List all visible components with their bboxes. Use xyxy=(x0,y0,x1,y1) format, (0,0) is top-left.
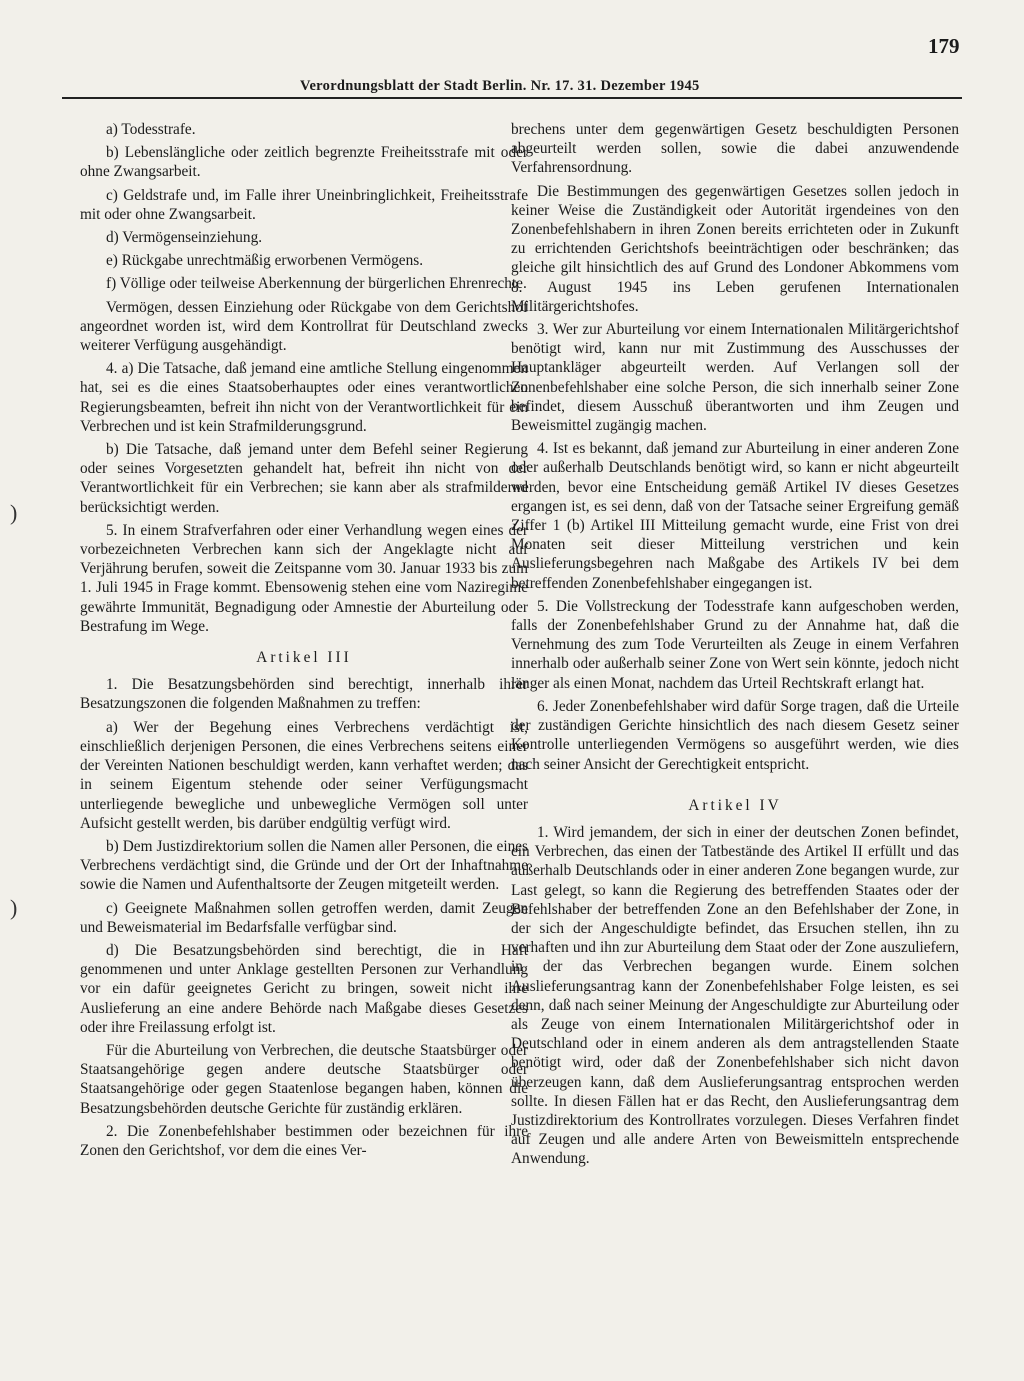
paragraph: 1. Wird jemandem, der sich in einer der deutschen Zonen befindet, ein Verbrechen, das einen der Tatbestände des Artikel II erfüllt und das außerhalb Deutschlands oder in einer anderen Zone begangen wurde, zur Last gelegt, so kann die Regierung des betreffenden Staates oder der Befehlshaber der betreffenden Zone an den Befehlshaber der Zone, in der sich der Angeschuldigte befindet, das Ersuchen stellen, ihn zu verhaften und ihn zur Aburteilung dem Staat oder der Zone auszuliefern, in der das Verbrechen begangen wurde. Einem solchen Auslieferungsantrag kann der Zonenbefehlshaber Folge leisten, es sei denn, daß nach seiner Meinung der Angeschuldigte zur Aburteilung oder als Zeuge von einem Internationalen Militärgerichtshof oder in Deutschland oder in einem anderen als dem antragstellenden Staate benötigt wird, oder daß der Zonenbefehlshaber sich nicht davon überzeugen kann, daß dem Auslieferungsantrag entsprochen werden sollte. In diesen Fällen hat er das Recht, den Auslieferungsantrag dem Justizdirektorium des Kontrollrates vorzulegen. Dieses Verfahren findet auf Zeugen und alle andere Arten von Beweismitteln entsprechende Anwendung. xyxy=(511,823,959,1168)
paragraph: b) Die Tatsache, daß jemand unter dem Befehl seiner Regierung oder seines Vorgesetzten gehandelt hat, befreit ihn nicht von der Verantwortlichkeit für ein Verbrechen; sie kann aber als strafmildernd berücksichtigt werden. xyxy=(80,441,528,516)
left-column xyxy=(80,120,528,1164)
paragraph: brechens unter dem gegenwärtigen Gesetz beschuldigten Personen abgeurteilt werden sollen, sowie die dabei anzuwendende Verfahrensordnung. xyxy=(511,121,959,177)
paragraph: b) Dem Justizdirektorium sollen die Namen aller Personen, die eines Verbrechens verdächtigt sind, die Gründe und der Ort der Inhaftnahme sowie die Namen und Aufenthaltsorte der Zeugen mitgeteilt werden. xyxy=(80,837,528,894)
paragraph: c) Geldstrafe und, im Falle ihrer Uneinbringlichkeit, Freiheitsstrafe mit oder ohne Zwangsarbeit. xyxy=(80,186,528,223)
paragraph: 1. Die Besatzungsbehörden sind berechtigt, innerhalb ihrer Besatzungszonen die folgenden Maßnahmen zu treffen: xyxy=(80,676,528,713)
paragraph: 4. Ist es bekannt, daß jemand zur Aburteilung in einer anderen Zone oder außerhalb Deutschlands benötigt wird, so kann er nicht abgeurteilt werden, bevor eine Entscheidung gemäß Artikel IV dieses Gesetzes ergangen ist, es sei denn, daß von der Tatsache seiner Ergreifung gemäß Ziffer 1 (b) Artikel III Mitteilung gemacht wurde, eine Frist von drei Monaten seit dieser Mitteilung verstrichen und kein Auslieferungsbegehren nach Maßgabe des Artikels IV bei dem betreffenden Zonenbefehlshaber eingegangen ist. xyxy=(511,440,959,592)
paragraph: c) Geeignete Maßnahmen sollen getroffen werden, damit Zeugen und Beweismaterial im Bedarfsfalle verfügbar sind. xyxy=(80,899,528,936)
paragraph: a) Wer der Begehung eines Verbrechens verdächtigt ist, einschließlich derjenigen Personen, die eines Verbrechens seitens einer der Vereinten Nationen beschuldigt werden, kann verhaftet werden; das in seinem Eigentum stehende oder seiner Verfügungsmacht unterliegende bewegliche und unbewegliche Vermögen soll unter Aufsicht gestellt werden, bis darüber endgültig verfügt wird. xyxy=(80,718,528,832)
paragraph: f) Völlige oder teilweise Aberkennung der bürgerlichen Ehrenrechte. xyxy=(106,275,527,293)
paragraph: Für die Aburteilung von Verbrechen, die deutsche Staatsbürger oder Staatsangehörige gegen andere deutsche Staatsbürger oder Staatsangehörige oder gegen Staatenlose begangen haben, können die Besatzungsbehörden deutsche Gerichte für zuständig erklären. xyxy=(80,1041,528,1117)
paragraph: 5. Die Vollstreckung der Todesstrafe kann aufgeschoben werden, falls der Zonenbefehlshaber Grund zu der Annahme hat, daß die Vernehmung des zum Tode Verurteilten als Zeuge in einem Verfahren innerhalb oder außerhalb seiner Zone von Wert sein könnte, jedoch nicht länger als einen Monat, nachdem das Urteil Rechtskraft erlangt hat. xyxy=(511,597,959,692)
paragraph: d) Vermögenseinziehung. xyxy=(106,229,263,247)
section-heading: Artikel III xyxy=(256,649,352,667)
header-rule xyxy=(62,97,962,99)
paragraph: Die Bestimmungen des gegenwärtigen Gesetzes sollen jedoch in keiner Weise die Zuständigkeit oder Autorität irgendeines von den Zonenbefehlshabern in ihren Zonen bereits errichteten oder in Zukunft zu errichtenden Gerichtshofs beeinträchtigen oder beschränken; das gleiche gilt hinsichtlich des auf Grund des Londoner Abkommens vom 8. August 1945 ins Leben gerufenen Internationalen Militärgerichtshofes. xyxy=(511,182,959,315)
right-column xyxy=(511,120,959,1173)
paragraph: b) Lebenslängliche oder zeitlich begrenzte Freiheitsstrafe mit oder ohne Zwangsarbeit. xyxy=(80,144,528,181)
header-title: Verordnungsblatt der Stadt Berlin. Nr. 17. 31. Dezember 1945 xyxy=(300,78,700,94)
paragraph: 4. a) Die Tatsache, daß jemand eine amtliche Stellung eingenommen hat, sei es die eines Staatsoberhauptes oder eines verantwortlichen Regierungsbeamten, befreit ihn nicht von der Verantwortlichkeit für ein Verbrechen und ist kein Strafmilderungsgrund. xyxy=(80,360,528,435)
paragraph: 5. In einem Strafverfahren oder einer Verhandlung wegen eines der vorbezeichneten Verbrechen kann sich der Angeklagte nicht auf Verjährung berufen, soweit die Zeitspanne vom 30. Januar 1933 bis zum 1. Juli 1945 in Frage kommt. Ebensowenig stehen eine vom Naziregime gewährte Immunität, Begnadigung oder Amnestie der Aburteilung oder Bestrafung im Wege. xyxy=(80,521,528,635)
paragraph: e) Rückgabe unrechtmäßig erworbenen Vermögens. xyxy=(106,252,424,270)
page-number: 179 xyxy=(928,34,960,58)
paragraph: a) Todesstrafe. xyxy=(106,121,196,138)
paragraph: d) Die Besatzungsbehörden sind berechtigt, die in Haft genommenen und unter Anklage gestellten Personen zur Verhandlung vor ein dafür geeignetes Gericht zu bringen, soweit nicht ihre Auslieferung an eine andere Behörde nach Maßgabe dieses Gesetzes oder ihre Freilassung erfolgt ist. xyxy=(80,941,528,1036)
running-header xyxy=(60,74,960,98)
paragraph: Vermögen, dessen Einziehung oder Rückgabe von dem Gerichtshof angeordnet worden ist, wird dem Kontrollrat für Deutschland zwecks weiterer Verfügung ausgehändigt. xyxy=(80,298,528,355)
section-heading: Artikel IV xyxy=(688,796,782,814)
margin-mark: ) xyxy=(10,895,18,920)
paragraph: 3. Wer zur Aburteilung vor einem Internationalen Militärgerichtshof benötigt wird, kann nur mit Zustimmung des Ausschusses der Hauptankläger abgeurteilt werden. Auf Verlangen soll der Zonenbefehlshaber eine solche Person, die sich innerhalb seiner Zone befindet, diesem Ausschuß überantworten und ihm Zeugen und Beweismittel zugängig machen. xyxy=(511,321,959,435)
paragraph: 2. Die Zonenbefehlshaber bestimmen oder bezeichnen für ihre Zonen den Gerichtshof, vor dem die eines Ver- xyxy=(80,1122,528,1159)
paragraph: 6. Jeder Zonenbefehlshaber wird dafür Sorge tragen, daß die Urteile der zuständigen Gerichte hinsichtlich des nach diesem Gesetz seiner Kontrolle unterliegenden Vermögens so ausgeführt werden, wie dies nach seiner Ansicht der Gerechtigkeit entspricht. xyxy=(511,697,959,773)
margin-mark: ) xyxy=(10,500,18,525)
